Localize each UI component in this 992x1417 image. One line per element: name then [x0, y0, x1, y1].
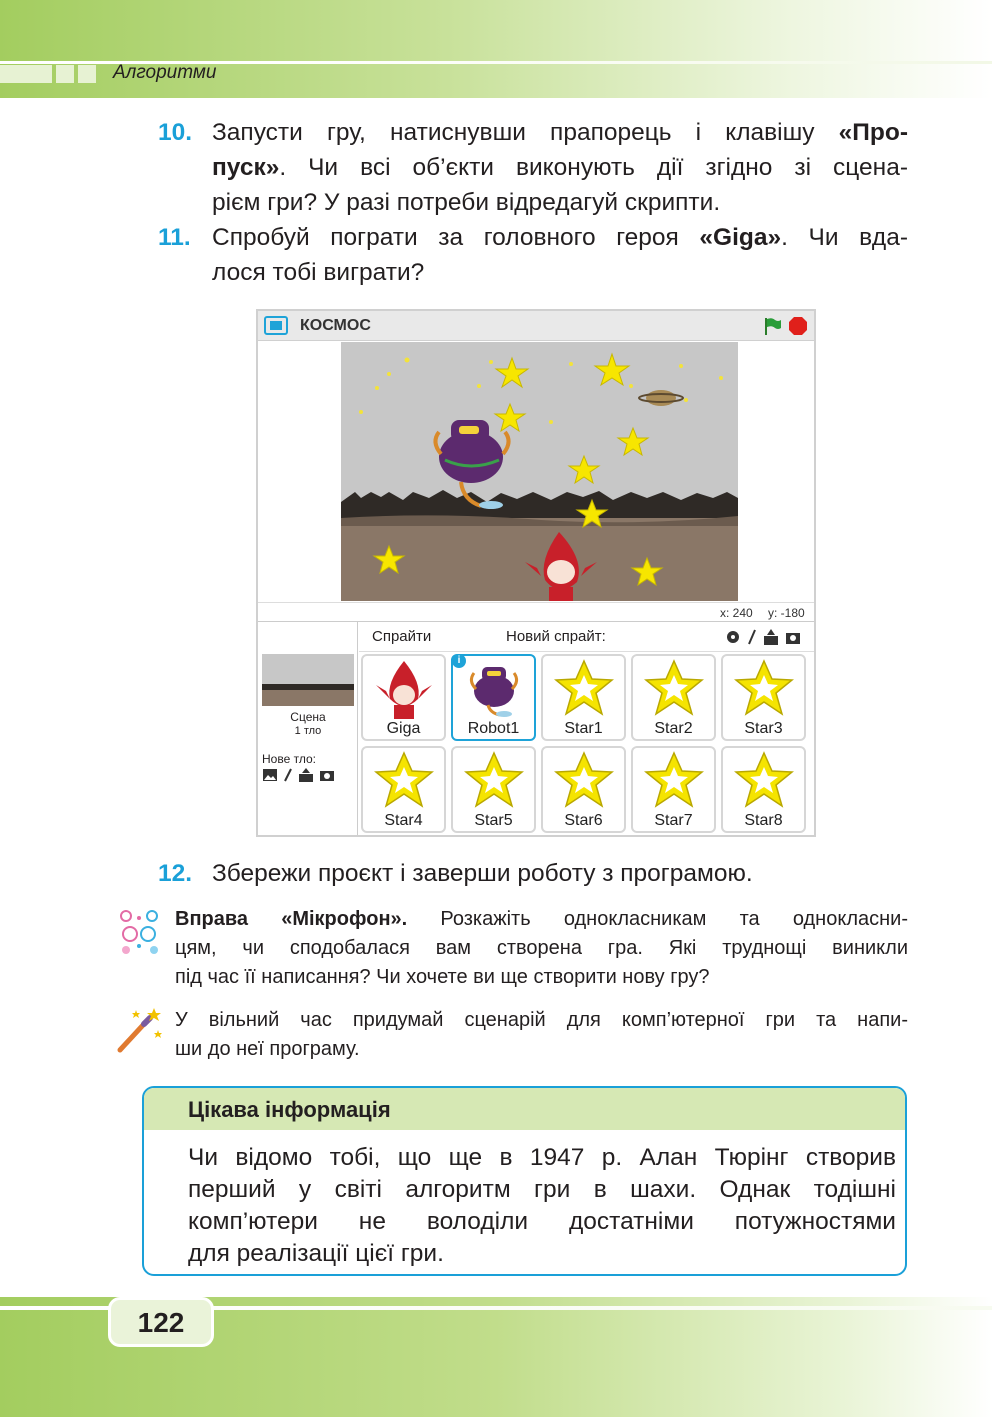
y-coord: y: -180 — [768, 606, 805, 620]
sprite-card-star7[interactable] — [631, 746, 716, 833]
paint-sprite-icon[interactable] — [747, 629, 757, 649]
info-icon[interactable]: i — [452, 654, 466, 668]
sprite-name: Star3 — [744, 720, 783, 737]
stop-icon[interactable] — [788, 316, 808, 336]
fullscreen-icon[interactable] — [264, 316, 288, 335]
homework-text: У вільний час придумай сценарій для комп’ютерної гри та напи- ши до неї програму. — [175, 1009, 908, 1060]
new-backdrop-tools — [262, 768, 335, 787]
sprite-name: Star7 — [654, 812, 693, 829]
sprite-card-star6[interactable] — [541, 746, 626, 833]
task-11-text: Спробуй пограти за головного героя «Giga». Чи вда- лося тобі виграти? — [212, 224, 908, 286]
info-box — [142, 1086, 907, 1276]
sprite-thumbnail — [543, 659, 624, 717]
sprite-thumbnail — [723, 751, 804, 809]
sprite-panel — [258, 622, 814, 835]
sprite-header — [359, 622, 814, 652]
stage-thumbnail[interactable] — [262, 654, 354, 706]
task-number-12: 12. — [158, 860, 193, 887]
green-flag-icon[interactable] — [763, 316, 783, 336]
sprite-card-star1[interactable] — [541, 654, 626, 741]
info-box-title: Цікава інформація — [188, 1097, 391, 1122]
task-number-11: 11. — [158, 224, 191, 251]
page-number-box — [108, 1297, 214, 1347]
sprite-thumbnail — [633, 659, 714, 717]
magic-brush-icon — [114, 1004, 164, 1054]
sprite-card-star8[interactable] — [721, 746, 806, 833]
info-box-body: Чи відомо тобі, що ще в 1947 р. Алан Тюрінг створив перший у світі алгоритм гри в шахи. Однак тодішні комп’ютери не володіли достатніми потужностями для реалізації цієї гри. — [188, 1144, 896, 1267]
sprite-name: Star5 — [474, 812, 513, 829]
task-12-text: Збережи проєкт і заверши роботу з програмою. — [212, 860, 753, 887]
sprite-card-robot1[interactable] — [451, 654, 536, 741]
sprite-library-icon[interactable] — [725, 629, 741, 649]
page-number: 122 — [137, 1307, 185, 1338]
paint-brush-icon[interactable] — [283, 768, 293, 787]
sprite-name: Star1 — [564, 720, 603, 737]
scene-count: 1 тло — [294, 725, 322, 737]
new-sprite-label: Новий спрайт: — [506, 628, 606, 645]
section-title: Алгоритми — [113, 62, 217, 83]
camera-sprite-icon[interactable] — [785, 629, 801, 649]
sprite-thumbnail — [453, 751, 534, 809]
scene-label: Сцена — [290, 710, 326, 724]
header-squares — [0, 65, 100, 83]
sprite-name: Robot1 — [467, 720, 520, 737]
sprite-name: Giga — [386, 720, 421, 737]
exercise-text: Вправа «Мікрофон». Розкажіть однокласникам та однокласни- цям, чи сподобалася вам створена гра. Які труднощі виникли під час її написання? Чи хочете ви ще створити нову гру? — [175, 908, 908, 988]
sprite-card-giga[interactable] — [361, 654, 446, 741]
task-number-10: 10. — [158, 119, 193, 146]
sprites-label: Спрайти — [372, 628, 432, 645]
stage-panel — [258, 622, 358, 835]
sprite-name: Star8 — [744, 812, 783, 829]
new-sprite-tools — [725, 629, 801, 649]
x-coord: x: 240 — [720, 606, 753, 620]
camera-icon[interactable] — [319, 768, 335, 787]
sprite-card-star2[interactable] — [631, 654, 716, 741]
sprite-thumbnail — [363, 659, 444, 719]
sprite-thumbnail — [543, 751, 624, 809]
coords-readout — [258, 602, 814, 622]
scratch-window — [256, 309, 816, 837]
sprite-thumbnail — [723, 659, 804, 717]
sprite-thumbnail — [363, 751, 444, 809]
upload-sprite-icon[interactable] — [763, 629, 779, 649]
scratch-title-bar — [258, 311, 814, 341]
upload-icon[interactable] — [298, 768, 314, 787]
microphone-exercise-icon — [116, 908, 164, 956]
sprite-card-star4[interactable] — [361, 746, 446, 833]
sprite-name: Star2 — [654, 720, 693, 737]
sprite-card-star5[interactable] — [451, 746, 536, 833]
backdrop-library-icon[interactable] — [262, 768, 278, 787]
new-backdrop-label: Нове тло: — [262, 752, 316, 766]
sprite-name: Star6 — [564, 812, 603, 829]
exercise-title: Вправа «Мікрофон». — [175, 908, 408, 930]
sprite-thumbnail — [453, 659, 534, 719]
project-title: КОСМОС — [300, 317, 371, 334]
task-10-text: Запусти гру, натиснувши прапорець і клавішу «Про- пуск». Чи всі об’єкти виконують дії згідно зі сцена- рієм гри? У разі потреби відредагуй скрипти. — [212, 119, 908, 216]
sprite-thumbnail — [633, 751, 714, 809]
stage[interactable] — [341, 342, 738, 601]
info-box-header — [144, 1088, 905, 1130]
sprite-card-star3[interactable] — [721, 654, 806, 741]
sprite-name: Star4 — [384, 812, 423, 829]
